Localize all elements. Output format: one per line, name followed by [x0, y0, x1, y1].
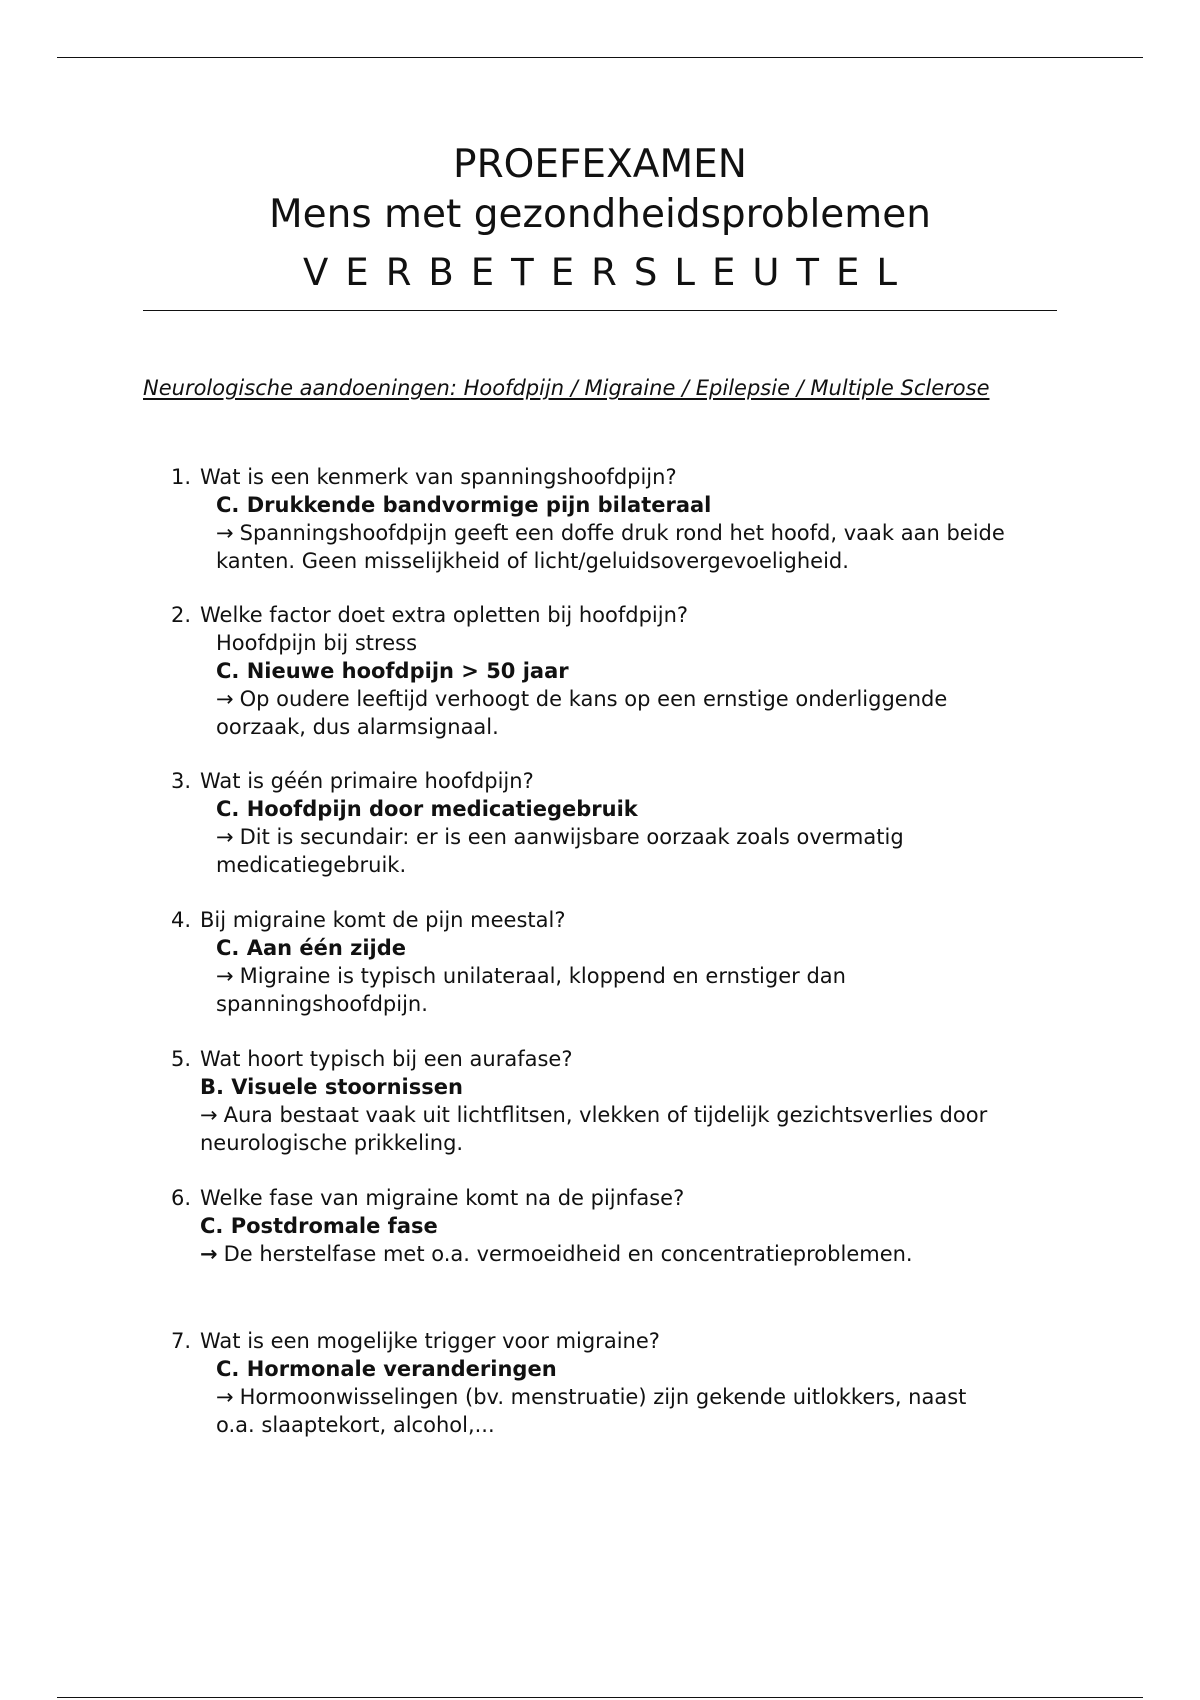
- question-text: Wat is een mogelijke trigger voor migraine?: [200, 1329, 660, 1353]
- question-text: Welke fase van migraine komt na de pijnfase?: [200, 1186, 685, 1210]
- explanation-line: spanningshoofdpijn.: [216, 992, 428, 1016]
- question-number: 6.: [171, 1186, 192, 1210]
- arrow-icon: →: [216, 825, 234, 849]
- explanation: [171, 823, 1071, 851]
- question-6: [171, 1184, 1071, 1268]
- page-top-rule: [57, 57, 1143, 58]
- correct-answer: C. Hoofdpijn door medicatiegebruik: [216, 797, 638, 821]
- answer-option: Hoofdpijn bij stress: [216, 631, 418, 655]
- question-text: Wat is een kenmerk van spanningshoofdpijn?: [200, 465, 677, 489]
- title-underline-rule: [143, 310, 1057, 311]
- explanation: [171, 685, 1071, 713]
- arrow-icon: →: [216, 1385, 234, 1409]
- question-number: 3.: [171, 769, 192, 793]
- question-3: [171, 767, 1071, 879]
- arrow-icon: →: [200, 1242, 218, 1266]
- explanation-line: Op oudere leeftijd verhoogt de kans op een ernstige onderliggende: [239, 687, 948, 711]
- explanation-line: kanten. Geen misselijkheid of licht/geluidsovergevoeligheid.: [216, 549, 849, 573]
- question-1: [171, 463, 1071, 575]
- correct-answer: C. Drukkende bandvormige pijn bilateraal: [216, 493, 712, 517]
- section-heading: Neurologische aandoeningen: Hoofdpijn / Migraine / Epilepsie / Multiple Sclerose: [143, 376, 990, 400]
- explanation-line: o.a. slaaptekort, alcohol,...: [216, 1413, 495, 1437]
- explanation: [171, 1101, 1071, 1129]
- question-5: [171, 1045, 1071, 1157]
- page-bottom-rule: [57, 1697, 1143, 1698]
- correct-answer: B. Visuele stoornissen: [200, 1075, 463, 1099]
- correct-answer: C. Aan één zijde: [216, 936, 407, 960]
- explanation-line: Migraine is typisch unilateraal, kloppend en ernstiger dan: [239, 964, 846, 988]
- explanation: [171, 1383, 1071, 1411]
- question-number: 5.: [171, 1047, 192, 1071]
- explanation-line: Hormoonwisselingen (bv. menstruatie) zijn gekende uitlokkers, naast: [239, 1385, 967, 1409]
- explanation-line: Aura bestaat vaak uit lichtflitsen, vlekken of tijdelijk gezichtsverlies door: [223, 1103, 988, 1127]
- correct-answer: C. Postdromale fase: [200, 1214, 438, 1238]
- question-text: Wat hoort typisch bij een aurafase?: [200, 1047, 573, 1071]
- explanation-line: De herstelfase met o.a. vermoeidheid en concentratieproblemen.: [223, 1242, 913, 1266]
- explanation: [171, 1240, 1071, 1268]
- arrow-icon: →: [216, 964, 234, 988]
- correct-answer: C. Hormonale veranderingen: [216, 1357, 557, 1381]
- arrow-icon: →: [216, 687, 234, 711]
- title-exam-type: PROEFEXAMEN: [453, 142, 747, 187]
- question-number: 4.: [171, 908, 192, 932]
- correct-answer: C. Nieuwe hoofdpijn > 50 jaar: [216, 659, 569, 683]
- explanation-line: neurologische prikkeling.: [200, 1131, 464, 1155]
- title-answer-key: VERBETERSLEUTEL: [303, 251, 914, 294]
- question-number: 2.: [171, 603, 192, 627]
- question-text: Bij migraine komt de pijn meestal?: [200, 908, 566, 932]
- explanation-line: Spanningshoofdpijn geeft een doffe druk rond het hoofd, vaak aan beide: [239, 521, 1005, 545]
- arrow-icon: →: [216, 521, 234, 545]
- question-text: Wat is géén primaire hoofdpijn?: [200, 769, 534, 793]
- document-title: [143, 140, 1057, 296]
- question-number: 1.: [171, 465, 192, 489]
- explanation: [171, 962, 1071, 990]
- arrow-icon: →: [200, 1103, 218, 1127]
- question-number: 7.: [171, 1329, 192, 1353]
- question-4: [171, 906, 1071, 1018]
- explanation-line: medicatiegebruik.: [216, 853, 407, 877]
- title-course-name: Mens met gezondheidsproblemen: [268, 192, 931, 237]
- question-7: [171, 1327, 1071, 1439]
- question-text: Welke factor doet extra opletten bij hoofdpijn?: [200, 603, 689, 627]
- explanation: [171, 519, 1071, 547]
- explanation-line: oorzaak, dus alarmsignaal.: [216, 715, 499, 739]
- question-2: [171, 601, 1071, 741]
- explanation-line: Dit is secundair: er is een aanwijsbare oorzaak zoals overmatig: [239, 825, 904, 849]
